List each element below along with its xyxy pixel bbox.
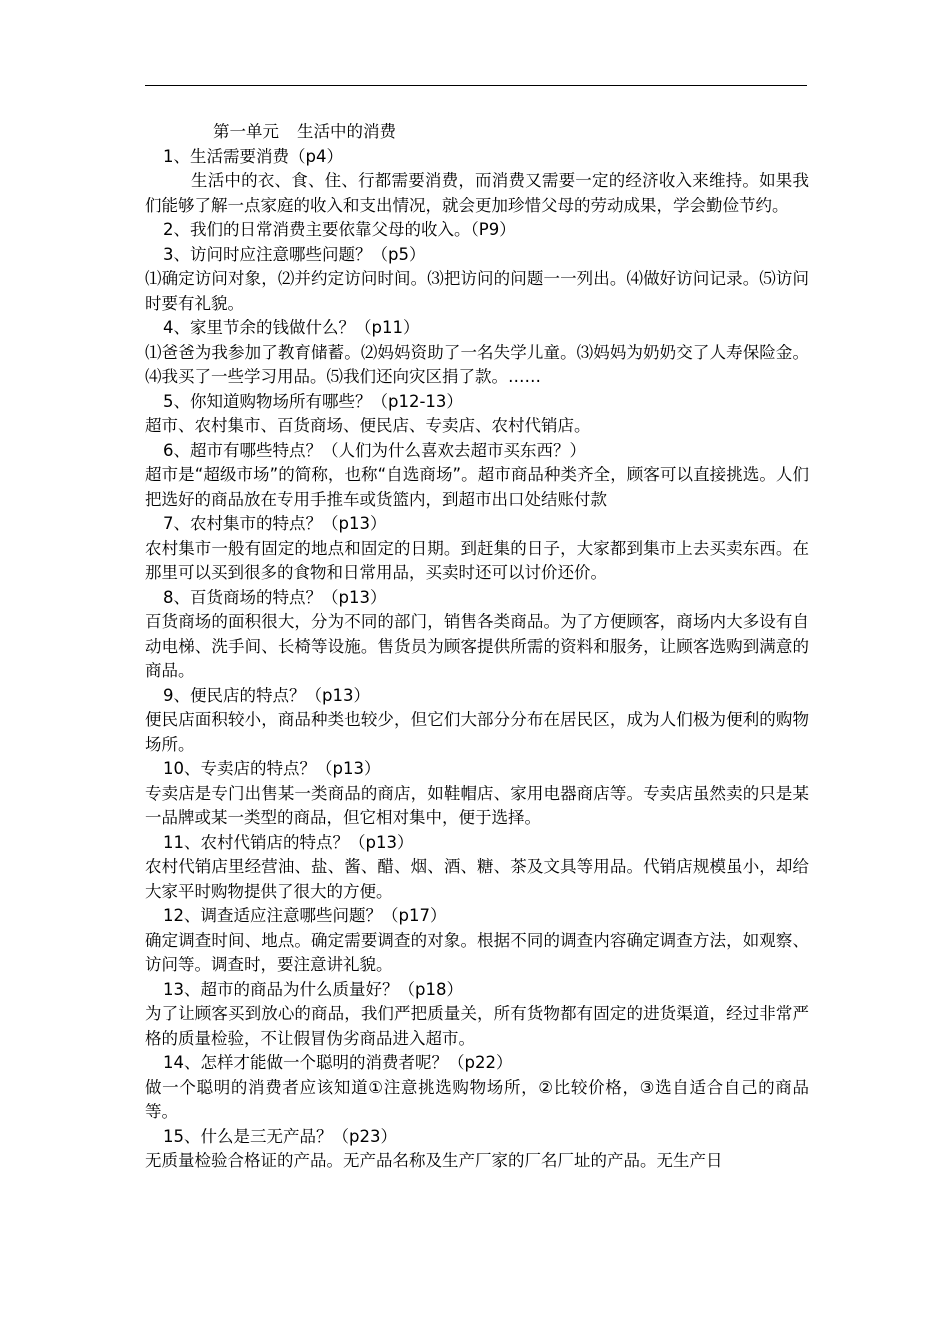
question-7: 7、农村集市的特点？（p13） <box>163 514 387 533</box>
answer-8: 百货商场的面积很大，分为不同的部门，销售各类商品。为了方便顾客，商场内大多设有自动电梯、洗手间、长椅等设施。售货员为顾客提供所需的资料和服务，让顾客选购到满意的商品。 <box>145 612 809 680</box>
answer-4: ⑴爸爸为我参加了教育储蓄。⑵妈妈资助了一名失学儿童。⑶妈妈为奶奶交了人寿保险金。⑷我买了一些学习用品。⑸我们还向灾区捐了款。…… <box>145 342 809 386</box>
unit-title-topic: 生活中的消费 <box>297 122 396 141</box>
question-14: 14、怎样才能做一个聪明的消费者呢？（p22） <box>163 1053 513 1072</box>
question-15: 15、什么是三无产品？（p23） <box>163 1126 397 1146</box>
answer-3: ⑴确定访问对象，⑵并约定访问时间。⑶把访问的问题一一列出。⑷做好访问记录。⑸访问时要有礼貌。 <box>145 269 809 313</box>
unit-title <box>145 120 809 145</box>
answer-1: 生活中的衣、食、住、行都需要消费，而消费又需要一定的经济收入来维持。如果我们能够了解一点家庭的收入和支出情况，就会更加珍惜父母的劳动成果，学会勤俭节约。 <box>145 171 809 215</box>
answer-10: 专卖店是专门出售某一类商品的商店，如鞋帽店、家用电器商店等。专卖店虽然卖的只是某一品牌或某一类型的商品，但它相对集中，便于选择。 <box>145 783 809 827</box>
question-11: 11、农村代销店的特点？（p13） <box>163 832 414 852</box>
question-2: 2、我们的日常消费主要依靠父母的收入。（P9） <box>163 220 516 239</box>
answer-12: 确定调查时间、地点。确定需要调查的对象。根据不同的调查内容确定调查方法，如观察、访问等。调查时，要注意讲礼貌。 <box>145 930 809 974</box>
answer-5: 超市、农村集市、百货商场、便民店、专卖店、农村代销店。 <box>145 416 591 435</box>
unit-title-unit: 第一单元 <box>213 122 279 141</box>
question-12: 12、调查适应注意哪些问题？（p17） <box>163 906 447 925</box>
question-6: 6、超市有哪些特点？（人们为什么喜欢去超市买东西？） <box>163 440 586 460</box>
question-1: 1、生活需要消费（p4） <box>163 146 343 166</box>
question-10: 10、专卖店的特点？（p13） <box>163 759 381 778</box>
question-3: 3、访问时应注意哪些问题？（p5） <box>163 244 426 264</box>
answer-15: 无质量检验合格证的产品。无产品名称及生产厂家的厂名厂址的产品。无生产日 <box>145 1151 723 1170</box>
question-4: 4、家里节余的钱做什么？（p11） <box>163 318 420 337</box>
document-body <box>145 120 809 1174</box>
answer-14: 做一个聪明的消费者应该知道①注意挑选购物场所，②比较价格，③选自适合自己的商品等。 <box>145 1077 809 1121</box>
question-8: 8、百货商场的特点？（p13） <box>163 587 387 607</box>
answer-9: 便民店面积较小，商品种类也较少，但它们大部分分布在居民区，成为人们极为便利的购物场所。 <box>145 710 809 754</box>
answer-13: 为了让顾客买到放心的商品，我们严把质量关，所有货物都有固定的进货渠道，经过非常严格的质量检验，不让假冒伪劣商品进入超市。 <box>145 1004 809 1048</box>
question-5: 5、你知道购物场所有哪些？（p12-13） <box>163 391 463 411</box>
question-13: 13、超市的商品为什么质量好？（p18） <box>163 979 463 999</box>
header-rule <box>145 85 807 86</box>
question-9: 9、便民店的特点？（p13） <box>163 685 370 705</box>
answer-11: 农村代销店里经营油、盐、酱、醋、烟、酒、糖、茶及文具等用品。代销店规模虽小，却给大家平时购物提供了很大的方便。 <box>145 857 809 901</box>
answer-6: 超市是“超级市场”的简称，也称“自选商场”。超市商品种类齐全，顾客可以直接挑选。人们把选好的商品放在专用手推车或货篮内，到超市出口处结账付款 <box>145 465 809 509</box>
answer-7: 农村集市一般有固定的地点和固定的日期。到赶集的日子，大家都到集市上去买卖东西。在那里可以买到很多的食物和日常用品，买卖时还可以讨价还价。 <box>145 538 809 582</box>
